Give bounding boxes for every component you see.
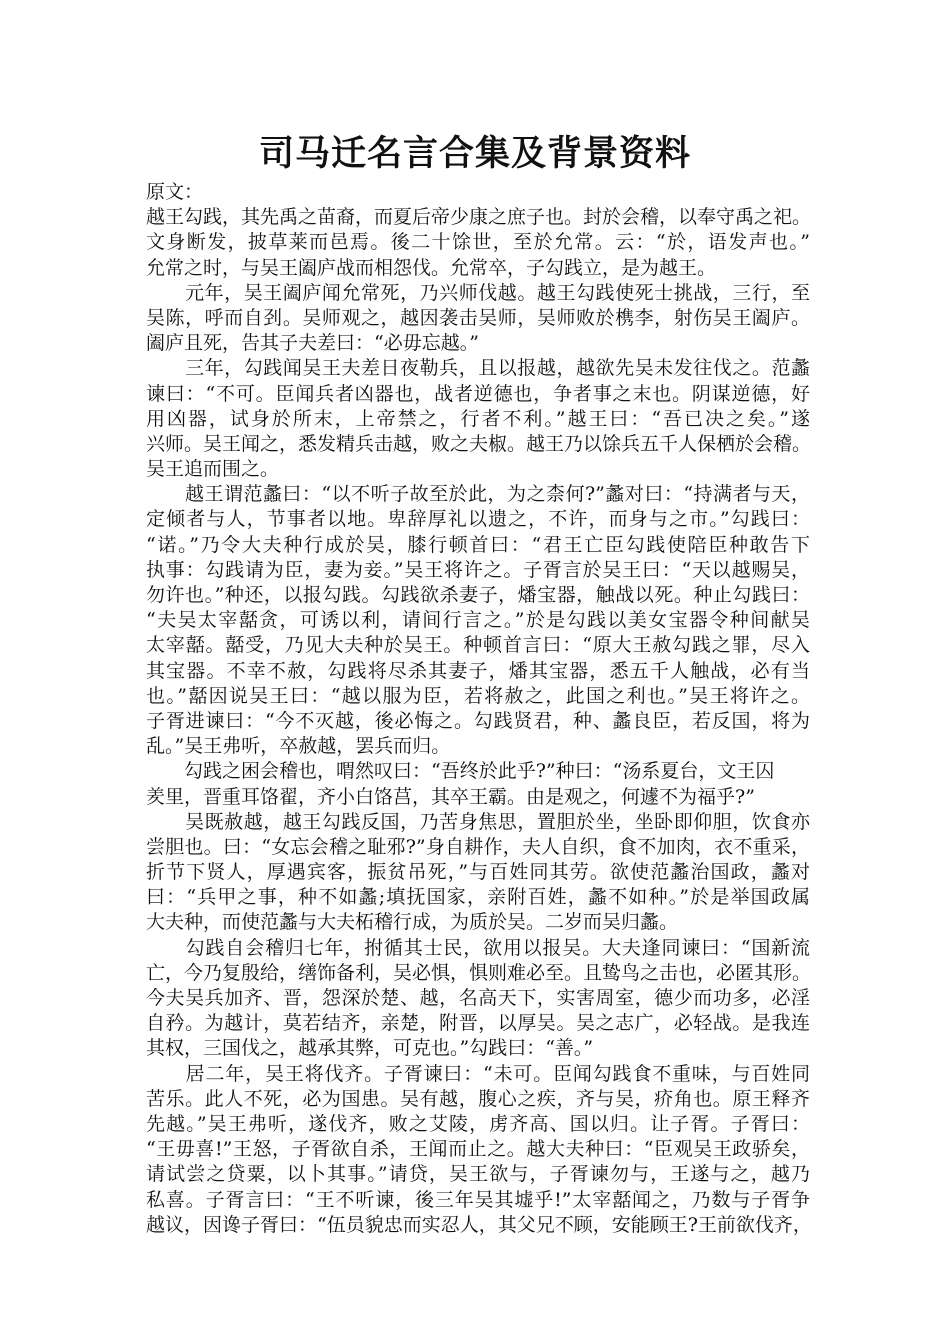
- text-line: 三年，勾践闻吴王夫差日夜勒兵，且以报越，越欲先吴未发往伐之。范蠡: [146, 357, 810, 380]
- text-line: “夫吴太宰嚭贪，可诱以利，请间行言之。”於是勾践以美女宝器令种间献吴: [146, 609, 810, 632]
- text-line: 乱。”吴王弗听，卒赦越，罢兵而归。: [146, 735, 451, 758]
- text-line: “诺。”乃令大夫种行成於吴，膝行顿首曰：“君王亡臣勾践使陪臣种敢告下: [146, 533, 810, 556]
- text-line: 也。”嚭因说吴王曰：“越以服为臣，若将赦之，此国之利也。”吴王将许之。: [146, 684, 810, 707]
- text-line: 元年，吴王阖庐闻允常死，乃兴师伐越。越王勾践使死士挑战，三行，至: [146, 281, 810, 304]
- text-line: 勾践之困会稽也，喟然叹曰：“吾终於此乎?”种曰：“汤系夏台，文王囚: [146, 760, 775, 783]
- text-line: 太宰嚭。嚭受，乃见大夫种於吴王。种顿首言曰：“原大王赦勾践之罪，尽入: [146, 634, 810, 657]
- text-line: 其宝器。不幸不赦，勾践将尽杀其妻子，燔其宝器，悉五千人触战，必有当: [146, 659, 810, 682]
- text-line: 先越。”吴王弗听，遂伐齐，败之艾陵，虏齐高、国以归。让子胥。子胥曰：: [146, 1112, 810, 1135]
- text-line: 越议，因谗子胥曰：“伍员貌忠而实忍人，其父兄不顾，安能顾王?王前欲伐齐，: [146, 1213, 812, 1236]
- text-line: 羑里，晋重耳饹翟，齐小白饹莒，其卒王霸。由是观之，何遽不为福乎?”: [146, 785, 755, 808]
- text-line: 曰：“兵甲之事，种不如蠡;填抚国家，亲附百姓，蠡不如种。”於是举国政属: [146, 886, 810, 909]
- text-line: 折节下贤人，厚遇宾客，振贫吊死，”与百姓同其劳。欲使范蠡治国政，蠡对: [146, 861, 810, 884]
- text-line: 自矜。为越计，莫若结齐，亲楚，附晋，以厚吴。吴之志广，必轻战。是我连: [146, 1012, 810, 1035]
- text-line: 居二年，吴王将伐齐。子胥谏曰：“未可。臣闻勾践食不重味，与百姓同: [146, 1062, 810, 1085]
- text-line: 尝胆也。曰：“女忘会稽之耻邪?”身自耕作，夫人自织，食不加肉，衣不重采，: [146, 835, 810, 858]
- text-line: 原文：: [146, 181, 204, 203]
- text-line: 越王谓范蠡曰：“以不听子故至於此，为之柰何?”蠡对曰：“持满者与天，: [146, 483, 810, 506]
- text-line: 越王勾践，其先禹之苗裔，而夏后帝少康之庶子也。封於会稽，以奉守禹之祀。: [146, 206, 812, 229]
- text-line: 阖庐且死，告其子夫差曰：“必毋忘越。”: [146, 332, 479, 355]
- text-line: 请试尝之贷粟，以卜其事。”请贷，吴王欲与，子胥谏勿与，王遂与之，越乃: [146, 1163, 810, 1186]
- text-line: 执事：勾践请为臣，妻为妾。”吴王将许之。子胥言於吴王曰：“天以越赐吴，: [146, 558, 810, 581]
- text-line: 苦乐。此人不死，必为国患。吴有越，腹心之疾，齐与吴，疥角也。原王释齐: [146, 1087, 810, 1110]
- text-line: 勾践自会稽归七年，拊循其士民，欲用以报吴。大夫逢同谏曰：“国新流: [146, 936, 810, 959]
- text-line: 定倾者与人，节事者以地。卑辞厚礼以遗之，不许，而身与之市。”勾践曰：: [146, 508, 810, 531]
- text-line: 吴陈，呼而自刭。吴师观之，越因袭击吴师，吴师败於槜李，射伤吴王阖庐。: [146, 306, 810, 329]
- text-line: 谏曰：“不可。臣闻兵者凶器也，战者逆德也，争者事之末也。阴谋逆德，好: [146, 382, 810, 405]
- text-line: 吴既赦越，越王勾践反国，乃苦身焦思，置胆於坐，坐卧即仰胆，饮食亦: [146, 810, 810, 833]
- text-line: “王毋喜!”王怒，子胥欲自杀，王闻而止之。越大夫种曰：“臣观吴王政骄矣，: [146, 1138, 810, 1161]
- text-line: 勿许也。”种还，以报勾践。勾践欲杀妻子，燔宝器，触战以死。种止勾践曰：: [146, 584, 810, 606]
- text-line: 文身断发，披草莱而邑焉。後二十馀世，至於允常。云：“於，语发声也。”: [146, 231, 810, 254]
- document-title: 司马迁名言合集及背景资料: [258, 133, 691, 174]
- text-line: 用凶器，试身於所末，上帝禁之，行者不利。”越王曰：“吾已决之矣。”遂: [146, 407, 810, 430]
- text-line: 今夫吴兵加齐、晋，怨深於楚、越，名高天下，实害周室，德少而功多，必淫: [146, 987, 810, 1009]
- text-line: 子胥进谏曰：“今不灭越，後必悔之。勾践贤君，种、蠡良臣，若反国，将为: [146, 709, 810, 732]
- text-line: 私喜。子胥言曰：“王不听谏，後三年吴其墟乎!”太宰嚭闻之，乃数与子胥争: [146, 1188, 810, 1211]
- text-line: 亡，今乃复殷给，缮饰备利，吴必惧，惧则难必至。且鸷鸟之击也，必匿其形。: [146, 961, 812, 984]
- text-line: 吴王追而围之。: [146, 458, 280, 481]
- document-body: [146, 180, 810, 1238]
- text-line: 允常之时，与吴王阖庐战而相怨伐。允常卒，子勾践立，是为越王。: [146, 256, 717, 279]
- text-line: 大夫种，而使范蠡与大夫柘稽行成，为质於吴。二岁而吴归蠡。: [146, 911, 679, 934]
- text-line: 兴师。吴王闻之，悉发精兵击越，败之夫椒。越王乃以馀兵五千人保栖於会稽。: [146, 432, 812, 455]
- text-line: 其权，三国伐之，越承其弊，可克也。”勾践曰：“善。”: [146, 1037, 594, 1060]
